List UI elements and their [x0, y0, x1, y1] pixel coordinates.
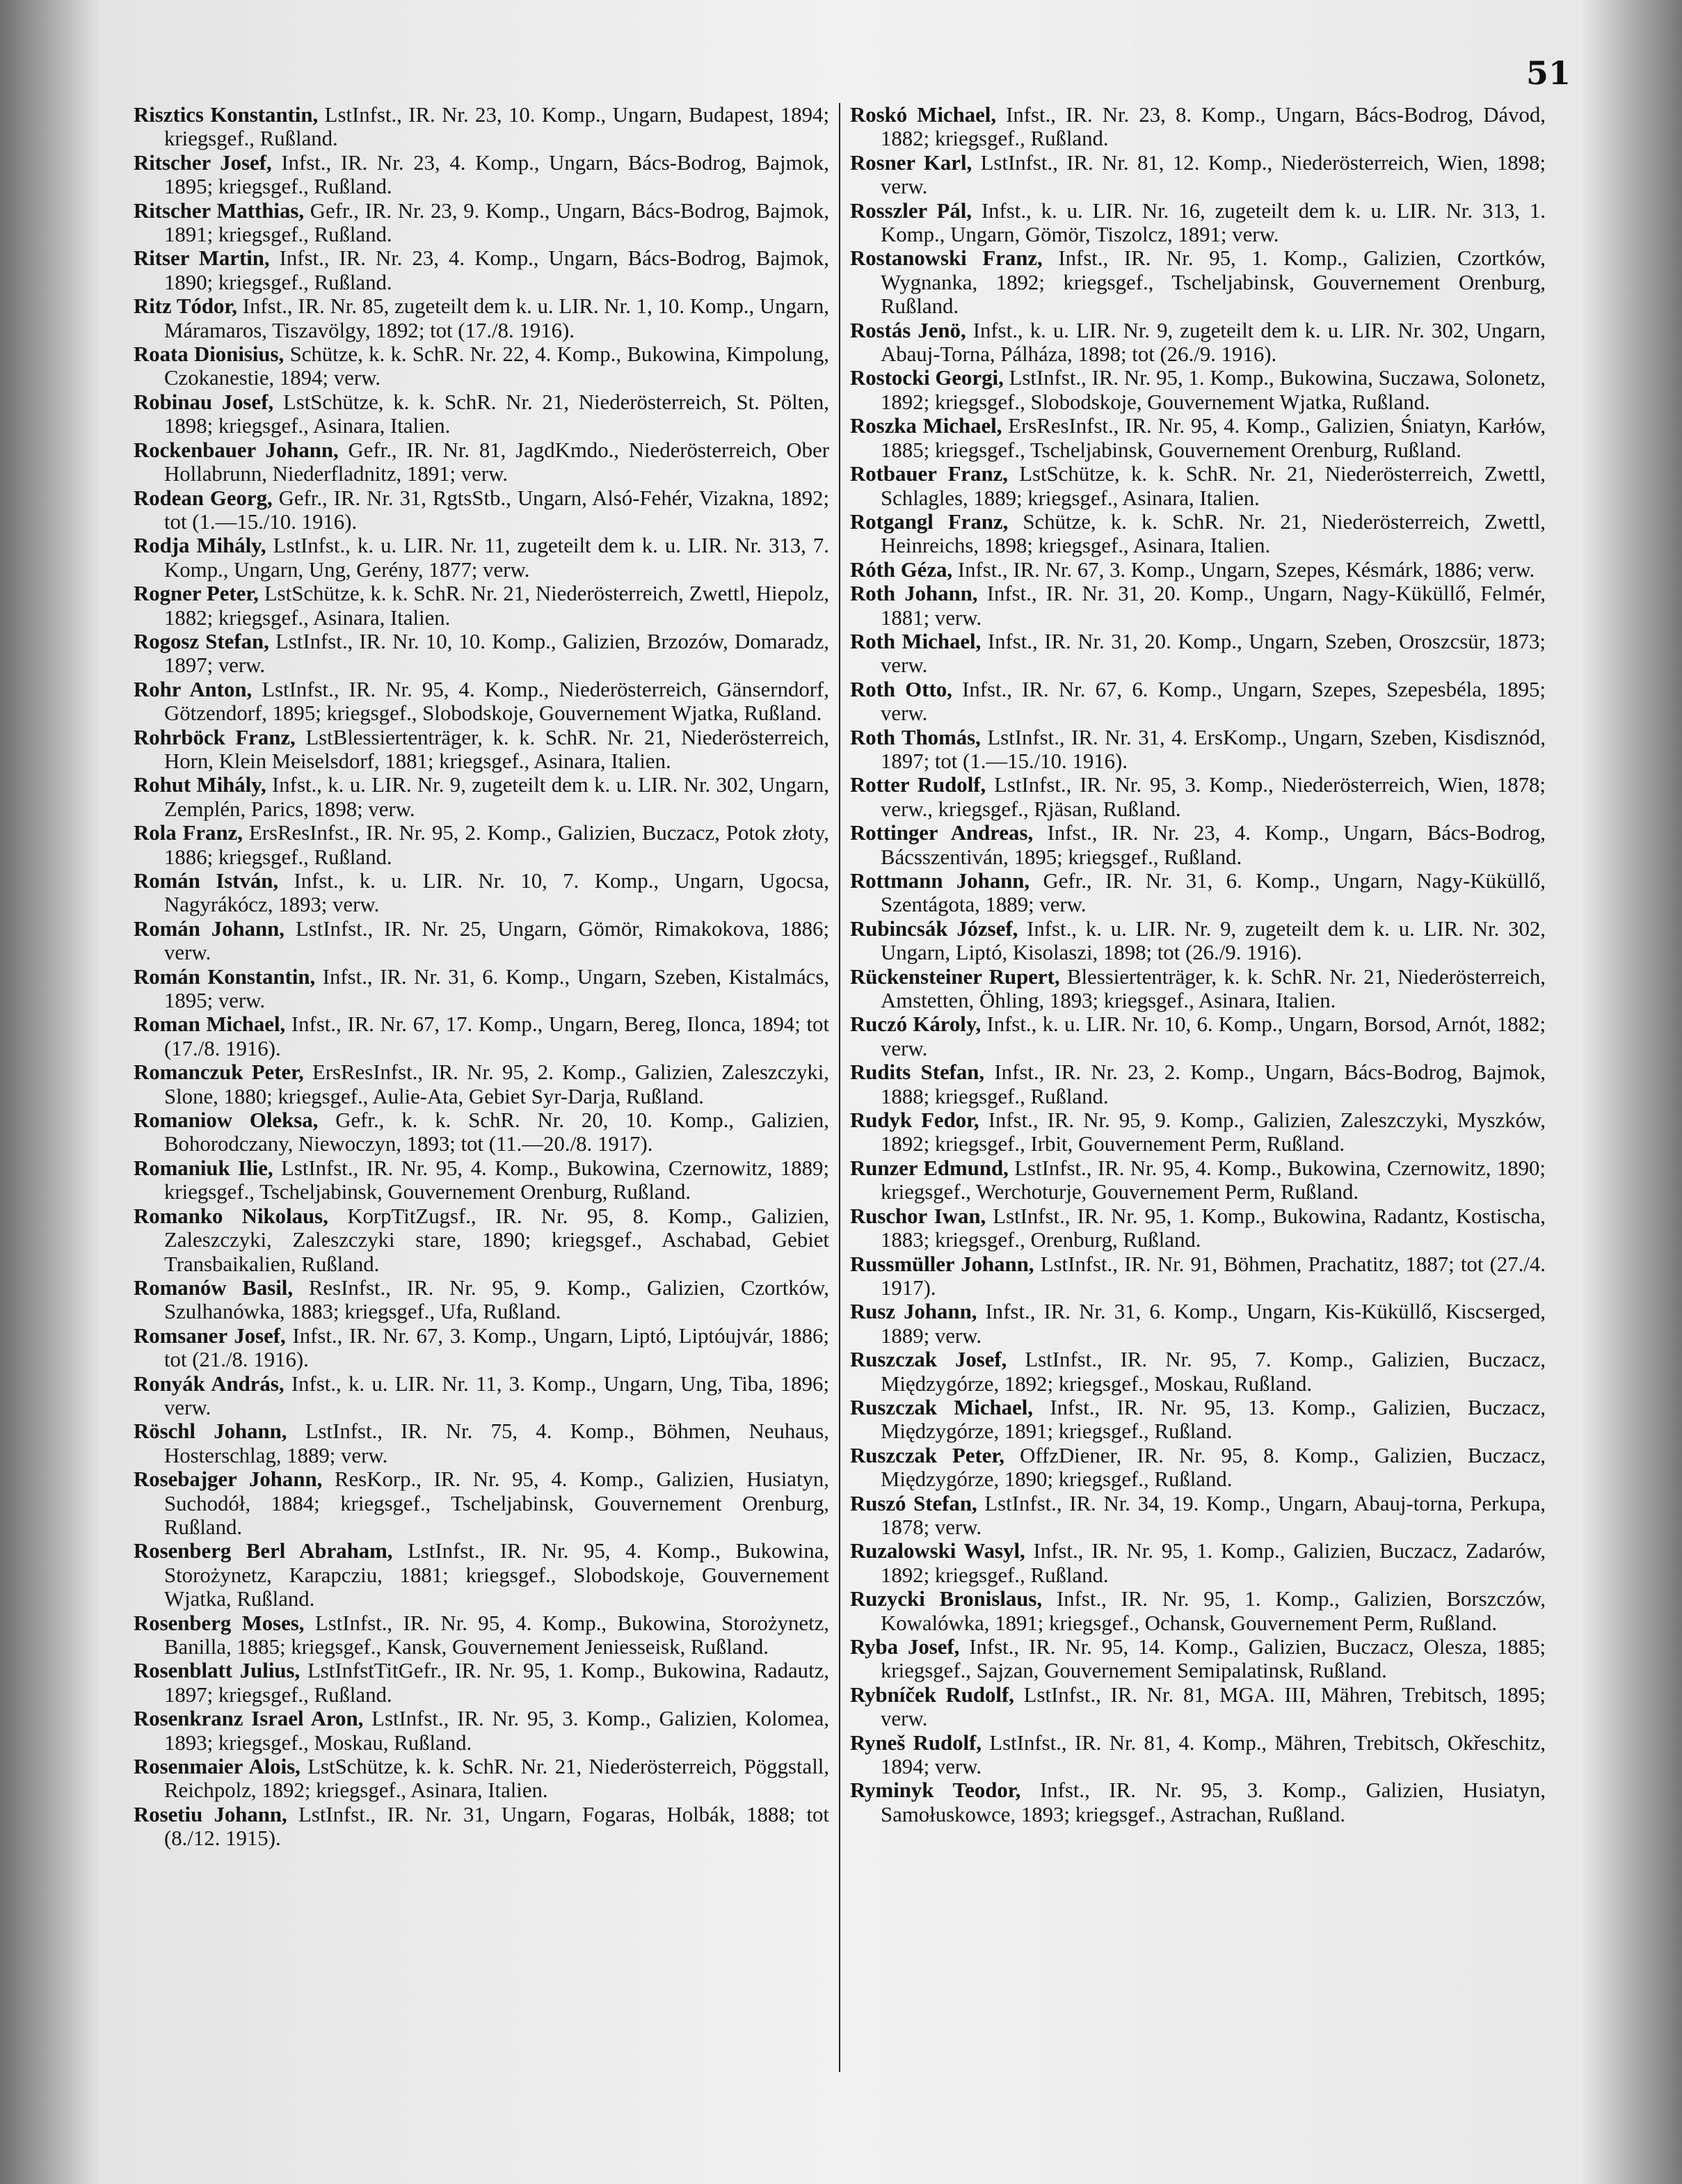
register-entry [850, 678, 1546, 726]
entry-details: LstInfst., IR. Nr. 95, 7. Komp., Galizien, Buczacz, Międzygórze, 1892; kriegsgef., Moskau, Rußland. [881, 1348, 1546, 1396]
register-entry [134, 1204, 829, 1276]
entry-name: Rosszler Pál, [850, 198, 972, 223]
register-entry [850, 1156, 1546, 1204]
entry-details: OffzDiener, IR. Nr. 95, 8. Komp., Galizien, Buczacz, Międzygórze, 1890; kriegsgef., Rußland. [881, 1443, 1546, 1492]
register-entry [134, 1611, 829, 1659]
register-entry [850, 773, 1546, 821]
entry-details: ErsResInfst., IR. Nr. 95, 2. Komp., Galizien, Buczacz, Potok złoty, 1886; kriegsgef., Rußland. [164, 821, 829, 869]
register-entry [134, 1156, 829, 1204]
entry-name: Rubincsák József, [850, 916, 1018, 941]
entry-name: Risztics Konstantin, [134, 103, 319, 127]
entry-details: Infst., IR. Nr. 67, 6. Komp., Ungarn, Szepes, Szepesbéla, 1895; verw. [881, 677, 1546, 726]
entry-name: Rosenberg Berl Abraham, [134, 1539, 393, 1563]
entry-details: LstInfst., IR. Nr. 31, 4. ErsKomp., Ungarn, Szeben, Kisdisznód, 1897; tot (1.—15./10. 1916). [881, 725, 1546, 773]
entry-name: Ruszczak Michael, [850, 1395, 1033, 1419]
register-entry [134, 1324, 829, 1372]
register-entry [850, 1012, 1546, 1060]
entry-name: Rotter Rudolf, [850, 773, 986, 797]
register-entry [850, 414, 1546, 462]
entry-name: Runzer Edmund, [850, 1156, 1009, 1180]
entry-details: Gefr., IR. Nr. 31, RgtsStb., Ungarn, Alsó-Fehér, Vizakna, 1892; tot (1.—15./10. 1916). [164, 486, 829, 534]
register-entry [134, 486, 829, 534]
entry-name: Rostanowski Franz, [850, 246, 1043, 271]
entry-name: Ritser Martin, [134, 246, 270, 271]
entry-details: Infst., IR. Nr. 23, 4. Komp., Ungarn, Bács-Bodrog, Bajmok, 1890; kriegsgef., Rußland. [164, 246, 829, 294]
entry-details: LstSchütze, k. k. SchR. Nr. 21, Niederösterreich, Zwettl, Hiepolz, 1882; kriegsgef., Asinara, Italien. [164, 582, 829, 630]
register-entry [850, 1396, 1546, 1444]
entry-name: Romanko Nikolaus, [134, 1204, 328, 1228]
register-entry [134, 1755, 829, 1803]
entry-name: Rückensteiner Rupert, [850, 964, 1060, 989]
register-entry [134, 917, 829, 965]
entry-details: LstInfst., IR. Nr. 81, 12. Komp., Niederösterreich, Wien, 1898; verw. [881, 150, 1546, 199]
entry-details: Infst., IR. Nr. 85, zugeteilt dem k. u. LIR. Nr. 1, 10. Komp., Ungarn, Máramaros, Tiszavölgy, 1892; tot (17./8. 1916). [164, 294, 829, 342]
entry-name: Rogosz Stefan, [134, 629, 269, 653]
register-entry [134, 630, 829, 678]
entry-name: Ryneš Rudolf, [850, 1730, 982, 1755]
entry-name: Rybníček Rudolf, [850, 1682, 1014, 1707]
register-entry [850, 1108, 1546, 1156]
register-entry [850, 1683, 1546, 1731]
entry-details: Gefr., IR. Nr. 23, 9. Komp., Ungarn, Bács-Bodrog, Bajmok, 1891; kriegsgef., Rußland. [164, 198, 829, 247]
entry-details: LstInfstTitGefr., IR. Nr. 95, 1. Komp., Bukowina, Radautz, 1897; kriegsgef., Rußland. [164, 1659, 829, 1707]
entry-name: Rosenmaier Alois, [134, 1755, 301, 1779]
entry-name: Roth Michael, [850, 629, 982, 653]
entry-name: Rohrböck Franz, [134, 725, 296, 749]
entry-name: Romsaner Josef, [134, 1323, 286, 1348]
register-entry [850, 726, 1546, 774]
register-entry [134, 1539, 829, 1611]
entry-details: ErsResInfst., IR. Nr. 95, 4. Komp., Galizien, Śniatyn, Karłów, 1885; kriegsgef., Tscheljabinsk, Gouvernement Orenburg, Rußland. [881, 414, 1546, 462]
entry-name: Rudits Stefan, [850, 1060, 985, 1085]
register-entry [134, 1707, 829, 1755]
entry-details: ErsResInfst., IR. Nr. 95, 2. Komp., Galizien, Zaleszczyki, Slone, 1880; kriegsgef., Aulie-Ata, Gebiet Syr-Darja, Rußland. [164, 1060, 829, 1108]
register-entry [850, 1204, 1546, 1252]
entry-name: Rusz Johann, [850, 1300, 977, 1324]
register-entry [850, 1587, 1546, 1635]
entry-name: Rosenkranz Israel Aron, [134, 1707, 364, 1731]
entry-name: Ritscher Josef, [134, 150, 272, 175]
register-entry [850, 199, 1546, 247]
entry-details: Infst., IR. Nr. 31, 6. Komp., Ungarn, Szeben, Kistalmács, 1895; verw. [164, 964, 829, 1013]
entry-name: Rogner Peter, [134, 582, 259, 606]
entry-name: Ritscher Matthias, [134, 198, 305, 223]
entry-details: Infst., IR. Nr. 31, 6. Komp., Ungarn, Kis-Küküllő, Kiscserged, 1889; verw. [881, 1300, 1546, 1348]
register-entry [850, 917, 1546, 965]
register-entry [134, 1060, 829, 1108]
entry-details: Infst., k. u. LIR. Nr. 10, 6. Komp., Ungarn, Borsod, Arnót, 1882; verw. [881, 1012, 1546, 1060]
entry-name: Ruzalowski Wasyl, [850, 1539, 1025, 1563]
register-entry [134, 151, 829, 199]
entry-details: Infst., IR. Nr. 23, 4. Komp., Ungarn, Bács-Bodrog, Bajmok, 1895; kriegsgef., Rußland. [164, 150, 829, 199]
entry-name: Roman Michael, [134, 1012, 286, 1037]
entry-name: Rudyk Fedor, [850, 1108, 979, 1133]
register-entry [850, 821, 1546, 869]
register-entry [134, 534, 829, 582]
entry-details: LstInfst., IR. Nr. 95, 4. Komp., Niederösterreich, Gänserndorf, Götzendorf, 1895; kriegsgef., Slobodskoje, Gouvernement Wjatka, Rußland. [164, 677, 829, 726]
entry-details: LstInfst., IR. Nr. 95, 4. Komp., Bukowina, Storożynetz, Karapcziu, 1881; kriegsgef., Slobodskoje, Gouvernement Wjatka, Rußland. [164, 1539, 829, 1611]
register-entry [850, 1252, 1546, 1300]
entry-details: KorpTitZugsf., IR. Nr. 95, 8. Komp., Galizien, Zaleszczyki, Zaleszczyki stare, 1890; kriegsgef., Aschabad, Gebiet Transbaikalien, Rußland. [164, 1204, 829, 1276]
register-entry [850, 1492, 1546, 1540]
register-entry [134, 294, 829, 342]
entry-name: Rosner Karl, [850, 150, 972, 175]
register-entry [134, 869, 829, 917]
right-column [850, 103, 1546, 2155]
entry-details: Infst., IR. Nr. 31, 20. Komp., Ungarn, Szeben, Oroszcsür, 1873; verw. [881, 629, 1546, 678]
entry-details: Infst., IR. Nr. 95, 1. Komp., Galizien, Borszczów, Kowalówka, 1891; kriegsgef., Ochansk, Gouvernement Perm, Rußland. [881, 1587, 1546, 1635]
entry-details: LstInfst., IR. Nr. 91, Böhmen, Prachatitz, 1887; tot (27./4. 1917). [881, 1252, 1546, 1300]
entry-name: Ryminyk Teodor, [850, 1778, 1021, 1803]
register-entry [850, 319, 1546, 367]
register-entry [134, 1276, 829, 1324]
register-entry [134, 773, 829, 821]
entry-name: Robinau Josef, [134, 390, 274, 414]
entry-name: Rottinger Andreas, [850, 821, 1034, 845]
register-entry [134, 1108, 829, 1156]
register-entry [134, 678, 829, 726]
entry-name: Rosenberg Moses, [134, 1611, 305, 1635]
register-entry [134, 1012, 829, 1060]
column-divider [839, 103, 840, 2072]
entry-details: Infst., IR. Nr. 31, 20. Komp., Ungarn, Nagy-Küküllő, Felmér, 1881; verw. [881, 582, 1546, 630]
page-number: 51 [1525, 54, 1571, 92]
register-entry [134, 1467, 829, 1539]
entry-details: LstInfst., IR. Nr. 95, 4. Komp., Bukowina, Czernowitz, 1889; kriegsgef., Tscheljabinsk, Gouvernement Orenburg, Rußland. [164, 1156, 829, 1204]
entry-details: Infst., IR. Nr. 67, 3. Komp., Ungarn, Szepes, Késmárk, 1886; verw. [957, 557, 1535, 582]
entry-details: LstInfst., IR. Nr. 10, 10. Komp., Galizien, Brzozów, Domaradz, 1897; verw. [164, 629, 829, 678]
entry-details: Infst., k. u. LIR. Nr. 9, zugeteilt dem k. u. LIR. Nr. 302, Ungarn, Liptó, Kisolaszi, 1898; tot (26./9. 1916). [881, 916, 1546, 965]
entry-details: ResInfst., IR. Nr. 95, 9. Komp., Galizien, Czortków, Szulhanówka, 1883; kriegsgef., Ufa, Rußland. [164, 1275, 829, 1324]
entry-name: Román Konstantin, [134, 964, 316, 989]
entry-details: LstBlessiertenträger, k. k. SchR. Nr. 21, Niederösterreich, Horn, Klein Meiselsdorf, 1881; kriegsgef., Asinara, Italien. [164, 725, 829, 773]
register-entry [850, 1635, 1546, 1683]
entry-name: Ronyák András, [134, 1371, 285, 1396]
entry-name: Rostocki Georgi, [850, 366, 1004, 390]
entry-details: Schütze, k. k. SchR. Nr. 22, 4. Komp., Bukowina, Kimpolung, Czokanestie, 1894; verw. [164, 342, 829, 390]
entry-details: Infst., IR. Nr. 23, 8. Komp., Ungarn, Bács-Bodrog, Dávod, 1882; kriegsgef., Rußland. [881, 103, 1546, 151]
entry-details: LstSchütze, k. k. SchR. Nr. 21, Niederösterreich, Zwettl, Schlagles, 1889; kriegsgef., Asinara, Italien. [881, 462, 1546, 510]
register-entry [134, 1803, 829, 1851]
entry-name: Rotbauer Franz, [850, 462, 1008, 486]
register-entry [134, 1419, 829, 1467]
entry-details: Infst., k. u. LIR. Nr. 16, zugeteilt dem k. u. LIR. Nr. 313, 1. Komp., Ungarn, Gömör, Tiszolcz, 1891; verw. [881, 198, 1546, 247]
entry-name: Ruszó Stefan, [850, 1491, 977, 1515]
entry-name: Rosetiu Johann, [134, 1802, 287, 1826]
entry-name: Rockenbauer Johann, [134, 438, 339, 462]
entry-name: Ruczó Károly, [850, 1012, 982, 1037]
entry-details: LstInfst., IR. Nr. 81, MGA. III, Mähren, Trebitsch, 1895; verw. [881, 1682, 1546, 1731]
entry-details: LstInfst., IR. Nr. 95, 1. Komp., Bukowina, Suczawa, Solonetz, 1892; kriegsgef., Slobodskoje, Gouvernement Wjatka, Rußland. [881, 366, 1546, 414]
register-entry [850, 1348, 1546, 1396]
register-entry [850, 151, 1546, 199]
entry-name: Rosebajger Johann, [134, 1467, 323, 1492]
entry-name: Romanów Basil, [134, 1275, 294, 1300]
entry-name: Rola Franz, [134, 821, 243, 845]
entry-details: LstInfst., IR. Nr. 75, 4. Komp., Böhmen, Neuhaus, Hosterschlag, 1889; verw. [164, 1419, 829, 1467]
entry-details: LstInfst., IR. Nr. 95, 3. Komp., Galizien, Kolomea, 1893; kriegsgef., Moskau, Rußland. [164, 1707, 829, 1755]
entry-name: Ritz Tódor, [134, 294, 237, 319]
entry-details: Infst., IR. Nr. 95, 3. Komp., Galizien, Husiatyn, Samołuskowce, 1893; kriegsgef., Astrachan, Rußland. [881, 1778, 1546, 1826]
entry-name: Rottmann Johann, [850, 869, 1030, 893]
entry-name: Román István, [134, 869, 279, 893]
register-entry [134, 342, 829, 390]
entry-name: Roata Dionisius, [134, 342, 285, 367]
register-entry [134, 246, 829, 294]
entry-details: Infst., IR. Nr. 95, 1. Komp., Galizien, Czortków, Wygnanka, 1892; kriegsgef., Tscheljabinsk, Gouvernement Orenburg, Rußland. [881, 246, 1546, 319]
entry-name: Ruzycki Bronislaus, [850, 1587, 1043, 1611]
entry-details: Gefr., IR. Nr. 31, 6. Komp., Ungarn, Nagy-Küküllő, Szentágota, 1889; verw. [881, 869, 1546, 917]
entry-details: Infst., IR. Nr. 23, 2. Komp., Ungarn, Bács-Bodrog, Bajmok, 1888; kriegsgef., Rußland. [881, 1060, 1546, 1108]
entry-name: Romaniow Oleksa, [134, 1108, 319, 1133]
entry-details: LstInfst., IR. Nr. 25, Ungarn, Gömör, Rimakokova, 1886; verw. [164, 916, 829, 965]
entry-details: Infst., IR. Nr. 95, 1. Komp., Galizien, Buczacz, Zadarów, 1892; kriegsgef., Rußland. [881, 1539, 1546, 1587]
entry-name: Russmüller Johann, [850, 1252, 1034, 1276]
register-entry [134, 582, 829, 630]
entry-name: Rotgangl Franz, [850, 509, 1009, 534]
register-entry [850, 1731, 1546, 1779]
entry-name: Rodean Georg, [134, 486, 273, 510]
entry-details: Infst., IR. Nr. 95, 9. Komp., Galizien, Zaleszczyki, Myszków, 1892; kriegsgef., Irbit, Gouvernement Perm, Rußland. [881, 1108, 1546, 1156]
register-entry [850, 1300, 1546, 1348]
entry-name: Ruszczak Josef, [850, 1348, 1007, 1372]
register-entry [850, 630, 1546, 678]
entry-name: Rosenblatt Julius, [134, 1659, 301, 1683]
register-entry [134, 726, 829, 774]
entry-details: LstSchütze, k. k. SchR. Nr. 21, Niederösterreich, St. Pölten, 1898; kriegsgef., Asinara, Italien. [164, 390, 829, 438]
register-entry [850, 1539, 1546, 1587]
entry-details: Schütze, k. k. SchR. Nr. 21, Niederösterreich, Zwettl, Heinreichs, 1898; kriegsgef., Asinara, Italien. [881, 509, 1546, 558]
entry-details: Infst., k. u. LIR. Nr. 9, zugeteilt dem k. u. LIR. Nr. 302, Ungarn, Abauj-Torna, Pálháza, 1898; tot (26./9. 1916). [881, 318, 1546, 367]
entry-details: Infst., IR. Nr. 67, 17. Komp., Ungarn, Bereg, Ilonca, 1894; tot (17./8. 1916). [164, 1012, 829, 1060]
entry-details: Gefr., k. k. SchR. Nr. 20, 10. Komp., Galizien, Bohorodczany, Niewoczyn, 1893; tot (11.—20./8. 1917). [164, 1108, 829, 1156]
register-entry [134, 438, 829, 486]
entry-details: Infst., IR. Nr. 23, 4. Komp., Ungarn, Bács-Bodrog, Bácsszentiván, 1895; kriegsgef., Rußland. [881, 821, 1546, 869]
left-column [134, 103, 829, 2155]
entry-name: Román Johann, [134, 916, 285, 941]
entry-details: Infst., IR. Nr. 95, 13. Komp., Galizien, Buczacz, Międzygórze, 1891; kriegsgef., Rußland. [881, 1395, 1546, 1444]
entry-details: LstInfst., k. u. LIR. Nr. 11, zugeteilt dem k. u. LIR. Nr. 313, 7. Komp., Ungarn, Ung, Gerény, 1877; verw. [164, 534, 829, 582]
entry-details: LstInfst., IR. Nr. 95, 1. Komp., Bukowina, Radantz, Kostischa, 1883; kriegsgef., Orenburg, Rußland. [881, 1204, 1546, 1252]
entry-name: Róth Géza, [850, 557, 953, 582]
entry-details: Infst., IR. Nr. 67, 3. Komp., Ungarn, Liptó, Liptóujvár, 1886; tot (21./8. 1916). [164, 1323, 829, 1372]
entry-name: Roth Otto, [850, 677, 952, 701]
register-entry [850, 510, 1546, 558]
entry-name: Rohr Anton, [134, 677, 253, 701]
entry-name: Romaniuk Ilie, [134, 1156, 273, 1180]
entry-details: Infst., k. u. LIR. Nr. 11, 3. Komp., Ungarn, Ung, Tiba, 1896; verw. [164, 1371, 829, 1419]
register-entry [850, 103, 1546, 151]
register-entry [850, 965, 1546, 1013]
entry-details: LstInfst., IR. Nr. 95, 4. Komp., Bukowina, Storożynetz, Banilla, 1885; kriegsgef., Kansk, Gouvernement Jeniesseisk, Rußland. [164, 1611, 829, 1659]
register-entry [850, 558, 1546, 582]
entry-details: LstInfst., IR. Nr. 81, 4. Komp., Mähren, Trebitsch, Okřeschitz, 1894; verw. [881, 1730, 1546, 1779]
register-entry [134, 821, 829, 869]
register-entry [850, 1444, 1546, 1492]
register-entry [850, 246, 1546, 318]
entry-name: Ruschor Iwan, [850, 1204, 986, 1228]
register-entry [134, 103, 829, 151]
register-entry [850, 462, 1546, 510]
entry-details: Blessiertenträger, k. k. SchR. Nr. 21, Niederösterreich, Amstetten, Öhling, 1893; kriegsgef., Asinara, Italien. [881, 964, 1546, 1013]
entry-details: Gefr., IR. Nr. 81, JagdKmdo., Niederösterreich, Ober Hollabrunn, Niederfladnitz, 1891; verw. [164, 438, 829, 486]
register-entry [850, 1778, 1546, 1826]
register-entry [850, 1060, 1546, 1108]
entry-name: Rostás Jenö, [850, 318, 966, 342]
entry-details: LstInfst., IR. Nr. 23, 10. Komp., Ungarn, Budapest, 1894; kriegsgef., Rußland. [164, 103, 829, 151]
entry-details: LstInfst., IR. Nr. 34, 19. Komp., Ungarn, Abauj-torna, Perkupa, 1878; verw. [881, 1491, 1546, 1539]
entry-details: ResKorp., IR. Nr. 95, 4. Komp., Galizien, Husiatyn, Suchodół, 1884; kriegsgef., Tscheljabinsk, Gouvernement Orenburg, Rußland. [164, 1467, 829, 1539]
entry-details: Infst., k. u. LIR. Nr. 10, 7. Komp., Ungarn, Ugocsa, Nagyrákócz, 1893; verw. [164, 869, 829, 917]
register-entry [850, 366, 1546, 414]
entry-name: Ruszczak Peter, [850, 1443, 1004, 1467]
register-entry [134, 1372, 829, 1420]
entry-details: Infst., IR. Nr. 95, 14. Komp., Galizien, Buczacz, Olesza, 1885; kriegsgef., Sajzan, Gouvernement Semipalatinsk, Rußland. [881, 1635, 1546, 1683]
register-entry [134, 1659, 829, 1707]
entry-details: LstInfst., IR. Nr. 95, 3. Komp., Niederösterreich, Wien, 1878; verw., kriegsgef., Rjäsan, Rußland. [881, 773, 1546, 821]
entry-details: LstSchütze, k. k. SchR. Nr. 21, Niederösterreich, Pöggstall, Reichpolz, 1892; kriegsgef., Asinara, Italien. [164, 1755, 829, 1803]
entry-name: Roth Johann, [850, 582, 978, 606]
entry-name: Romanczuk Peter, [134, 1060, 304, 1085]
entry-name: Rodja Mihály, [134, 534, 266, 558]
entry-name: Ryba Josef, [850, 1635, 960, 1659]
entry-name: Roth Thomás, [850, 725, 981, 749]
register-entry [134, 390, 829, 438]
entry-details: Infst., k. u. LIR. Nr. 9, zugeteilt dem k. u. LIR. Nr. 302, Ungarn, Zemplén, Parics, 1898; verw. [164, 773, 829, 821]
entry-name: Rohut Mihály, [134, 773, 266, 797]
register-entry [134, 965, 829, 1013]
entry-name: Roskó Michael, [850, 103, 997, 127]
entry-name: Roszka Michael, [850, 414, 1002, 438]
entry-details: LstInfst., IR. Nr. 31, Ungarn, Fogaras, Holbák, 1888; tot (8./12. 1915). [164, 1802, 829, 1851]
entry-details: LstInfst., IR. Nr. 95, 4. Komp., Bukowina, Czernowitz, 1890; kriegsgef., Werchoturje, Gouvernement Perm, Rußland. [881, 1156, 1546, 1204]
register-entry [850, 869, 1546, 917]
entry-name: Röschl Johann, [134, 1419, 287, 1444]
register-entry [850, 582, 1546, 630]
register-entry [134, 199, 829, 247]
